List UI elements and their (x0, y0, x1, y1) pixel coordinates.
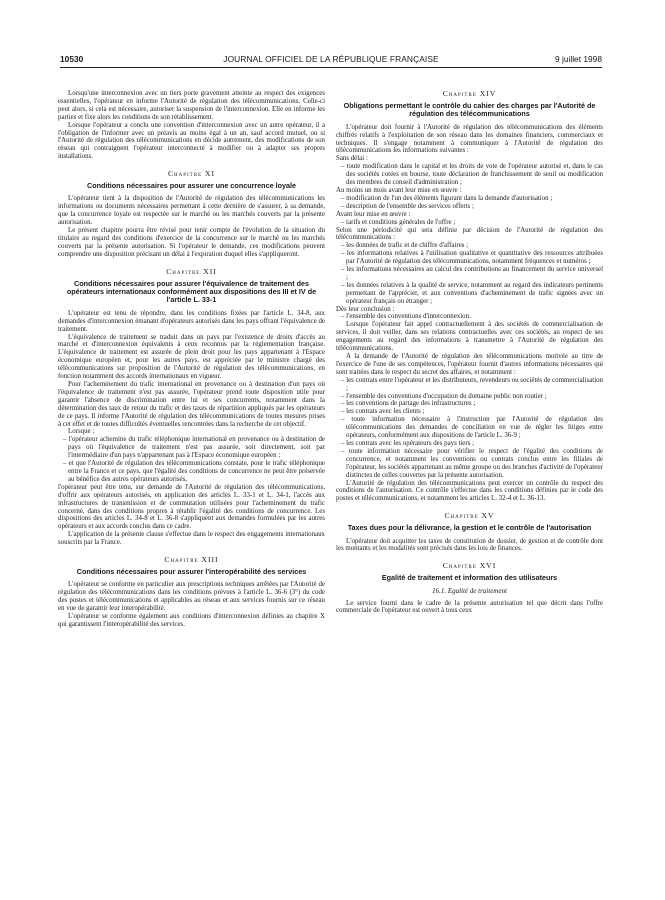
chapter-label: Chapitre XIV (442, 89, 497, 98)
journal-title: JOURNAL OFFICIEL DE LA RÉPUBLIQUE FRANÇAISE (223, 54, 439, 64)
paragraph: L'opérateur tient à la disposition de l'Autorité de régulation des télécommunications les informations ou documents nécessaires permettant à cette dernière de s'assurer, à sa demande, que la concurrence loyale est respectée sur le marché ou les marchés couverts par la présente autorisation. (58, 195, 325, 227)
list-item: – l'ensemble des conventions d'occupation du domaine public non routier ; (341, 392, 547, 400)
list-item: – modification de l'un des éléments figurant dans la demande d'autorisation ; (341, 194, 553, 202)
chapter-label: Chapitre XI (167, 169, 216, 179)
list-item: – les contrats avec les opérateurs des pays tiers ; (341, 439, 474, 447)
list-item: – les données de trafic et de chiffre d'affaires ; (341, 242, 469, 250)
paragraph: Lorsque : (68, 428, 95, 436)
chapter-title: Conditions nécessaires pour assurer l'interopérabilité des services (76, 566, 307, 576)
header-rule (60, 67, 602, 68)
paragraph: L'Autorité de régulation des télécommunications peut exercer un contrôle du respect des conditions de l'autorisation. Ce contrôle s'effectue dans les conditions définies par le code des postes et télécommunications, et notamment les articles L. 32-4 et L. 36-13. (336, 479, 603, 503)
chapter-title: Conditions nécessaires pour assurer l'équivalence de traitement des opérateurs internationaux conformément aux dispositions des III et IV de l'article L. 33-1 (66, 278, 317, 305)
paragraph: L'opérateur est tenu de répondre, dans les conditions fixées par l'article L. 34-8, aux demandes d'interconnexion émanant d'opérateurs autorisés dans les pays offrant l'équivalence de traitement. (58, 309, 325, 333)
paragraph: l'opérateur peut être tenu, sur demande de l'Autorité de régulation des télécommunications, d'offrir aux opérateurs autorisés, en application des articles L. 33-1 et L. 34-1, l'accès aux infrastructures de transmission et de commutation utilisées pour l'acheminement du trafic concerné, dans des conditions propres à rétablir l'égalité des conditions de concurrence. Les dispositions des articles L. 34-8 et L. 36-8 s'appliquent aux demandes formulées par les autres opérateurs et aux accords conclus dans ce cadre. (58, 483, 325, 531)
paragraph: L'opérateur doit fournir à l'Autorité de régulation des télécommunications des éléments chiffrés relatifs à l'exploitation de son réseau dans les domaines financiers, commerciaux et techniques. Il s'engage notamment à communiquer à l'Autorité de régulation des télécommunications les informations suivantes : (336, 123, 603, 155)
section-subtitle: 16.1. Egalité de traitement (432, 586, 507, 595)
chapter-title: Obligations permettant le contrôle du cahier des charges par l'Autorité de régulation des télécommunications (343, 100, 596, 119)
list-item: – tarifs et conditions générales de l'offre ; (341, 218, 456, 226)
list-heading: Selon une périodicité qui sera définie par décision de l'Autorité de régulation des télécommunications : (336, 226, 603, 242)
list-item: – les informations nécessaires au calcul des contributions au financement du service universel ; (341, 266, 603, 281)
paragraph: Pour l'acheminement du trafic international en provenance ou à destination d'un pays où l'équivalence de traitement n'est pas assurée, l'opérateur prend toute disposition utile pour garantir l'absence de discrimination entre lui et ses concurrents, notamment dans la détermination des taux de retour du trafic et des taxes de répartition appliqués par les opérateurs de ce pays. Il informe l'Autorité de régulation des télécommunications de toutes mesures prises à cet effet et de toutes difficultés éventuelles rencontrées dans la recherche de cet objectif. (58, 381, 325, 428)
chapter-title: Conditions nécessaires pour assurer une concurrence loyale (87, 181, 296, 191)
paragraph: Le service fourni dans le cadre de la présente autorisation tel que décrit dans l'offre commerciale de l'opérateur est ouvert à tous ceux (336, 599, 603, 615)
chapter-title: Egalité de traitement et information des utilisateurs (381, 573, 558, 583)
chapter-label: Chapitre XIII (164, 555, 219, 565)
list-item: – toute modification dans le capital et les droits de vote de l'opérateur autorisé et, dans le cas des sociétés cotées en bourse, toute déclaration de franchissement de seuil ou modification des membres du conseil d'administration ; (341, 163, 603, 187)
paragraph: L'opérateur se conforme en particulier aux prescriptions techniques arrêtées par l'Autorité de régulation des télécommunications dans les conditions prévues à l'article L. 36-6 (3°) du code des postes et télécommunications et applicables au réseau et aux services fournis sur ce réseau en vue de garantir leur interopérabilité. (58, 581, 325, 613)
issue-date: 9 juillet 1998 (554, 54, 602, 64)
list-item: – toute information nécessaire à l'instruction par l'Autorité de régulation des télécommunications des demandes de conciliation en vue de régler les litiges entre opérateurs, conformément aux dispositions de l'article L. 36-9 ; (341, 416, 603, 440)
page-header (60, 54, 602, 68)
list-item: – et que l'Autorité de régulation des télécommunications constate, pour le trafic téléphonique entre la France et ce pays, que l'égalité des conditions de concurrence ne peut être préservée au bénéfice des autres opérateurs autorisés, (63, 460, 325, 483)
list-item: – description de l'ensemble des services offerts ; (341, 202, 474, 210)
left-column (58, 90, 325, 629)
list-item: – les contrats avec les clients ; (341, 408, 425, 416)
chapter-label: Chapitre XII (166, 266, 217, 276)
chapter-title: Taxes dues pour la délivrance, la gestion et le contrôle de l'autorisation (347, 523, 592, 533)
list-item: – l'opérateur achemine du trafic téléphonique international en provenance ou à destination de pays où l'équivalence de traitement n'est pas assurée, soit directement, soit par l'intermédiaire d'un pays n'appartenant pas à l'Espace économique européen ; (63, 436, 325, 460)
page-number: 10530 (60, 54, 84, 64)
paragraph: Lorsque l'opérateur a conclu une convention d'interconnexion avec un autre opérateur, il a l'obligation de l'informer avec un préavis au moins égal à un an, sauf accord mutuel, ou si l'Autorité de régulation des télécommunications en décide autrement, des modifications de son réseau qui contraignent l'opérateur interconnecté à modifier ou à adapter ses propres installations. (58, 121, 325, 161)
paragraph: L'équivalence de traitement se traduit dans un pays par l'existence de droits d'accès au marché et d'interconnexion équivalents à ceux reconnus par la réglementation française. L'équivalence de traitement est assurée de plein droit pour les pays appartenant à l'Espace économique européen et, pour les autres pays, est appréciée par le ministre chargé des télécommunications sur proposition de l'Autorité de régulation des télécommunications, en fonction notamment des accords internationaux en vigueur. (58, 333, 325, 381)
paragraph: Lorsqu'une interconnexion avec un tiers porte gravement atteinte au respect des exigences essentielles, l'opérateur en informe l'Autorité de régulation des télécommunications. Celle-ci peut alors, si cela est nécessaire, autoriser la suspension de l'interconnexion. Elle en informe les parties et fixe alors les conditions de son rétablissement. (58, 90, 325, 121)
list-heading: Au moins un mois avant leur mise en œuvre : (336, 186, 462, 194)
list-item: – les conventions de partage des infrastructures ; (341, 400, 476, 408)
list-item: – les informations relatives à l'utilisation qualitative et quantitative des ressources attribuées par l'Autorité de régulation des télécommunications, notamment fréquences et numéros ; (341, 250, 603, 266)
list-item: – toute information nécessaire pour vérifier le respect de l'égalité des conditions de concurrence, et notamment les conventions ou contrats conclus entre les filiales de l'opérateur, les sociétés appartenant au même groupe ou des branches d'activité de l'opérateur distinctes de celles couvertes par la présente autorisation. (341, 447, 603, 479)
paragraph: A la demande de l'Autorité de régulation des télécommunications motivée au titre de l'exercice de l'une de ses compétences, l'opérateur fournit d'autres informations nécessaires qui sont traitées dans le respect du secret des affaires, et notamment : (336, 353, 603, 376)
paragraph: Lorsque l'opérateur fait appel contractuellement à des sociétés de commercialisation de services, il doit veiller, dans ses relations contractuelles avec ces sociétés, au respect de ses engagements au regard des informations à transmettre à l'Autorité de régulation des télécommunications. (336, 321, 603, 353)
chapter-label: Chapitre XVI (442, 561, 497, 571)
chapter-label: Chapitre XV (444, 511, 495, 521)
list-item: – les données relatives à la qualité de service, notamment au regard des indicateurs pertinents permettant de l'apprécier, et aux conventions d'acheminement de trafic signées avec un opérateur français ou étranger ; (341, 281, 603, 305)
paragraph: L'opérateur se conforme également aux conditions d'interconnexion définies au chapitre X qui garantissent l'interopérabilité des services. (58, 612, 325, 628)
list-heading: Sans délai : (336, 155, 368, 163)
list-heading: Avant leur mise en œuvre : (336, 210, 411, 218)
paragraph: L'application de la présente clause s'effectue dans le respect des engagements internationaux souscrits par la France. (58, 531, 325, 547)
list-heading: Dès leur conclusion : (336, 305, 395, 313)
right-column (336, 90, 603, 615)
paragraph: L'opérateur doit acquitter les taxes de constitution de dossier, de gestion et de contrôle dont les montants et les modalités sont précisés dans les lois de finances. (336, 537, 603, 553)
list-item: – les contrats entre l'opérateur et les distributeurs, revendeurs ou sociétés de commercialisation ; (341, 376, 603, 392)
paragraph: Le présent chapitre pourra être révisé pour tenir compte de l'évolution de la situation du titulaire au regard des conditions d'exercice de la concurrence sur le marché ou les marchés couverts par la présente autorisation. Si l'opérateur le demande, ces modifications peuvent comprendre une disposition précisant un délai à l'expiration duquel elles s'appliqueront. (58, 227, 325, 258)
list-item: – l'ensemble des conventions d'interconnexion. (341, 313, 471, 321)
